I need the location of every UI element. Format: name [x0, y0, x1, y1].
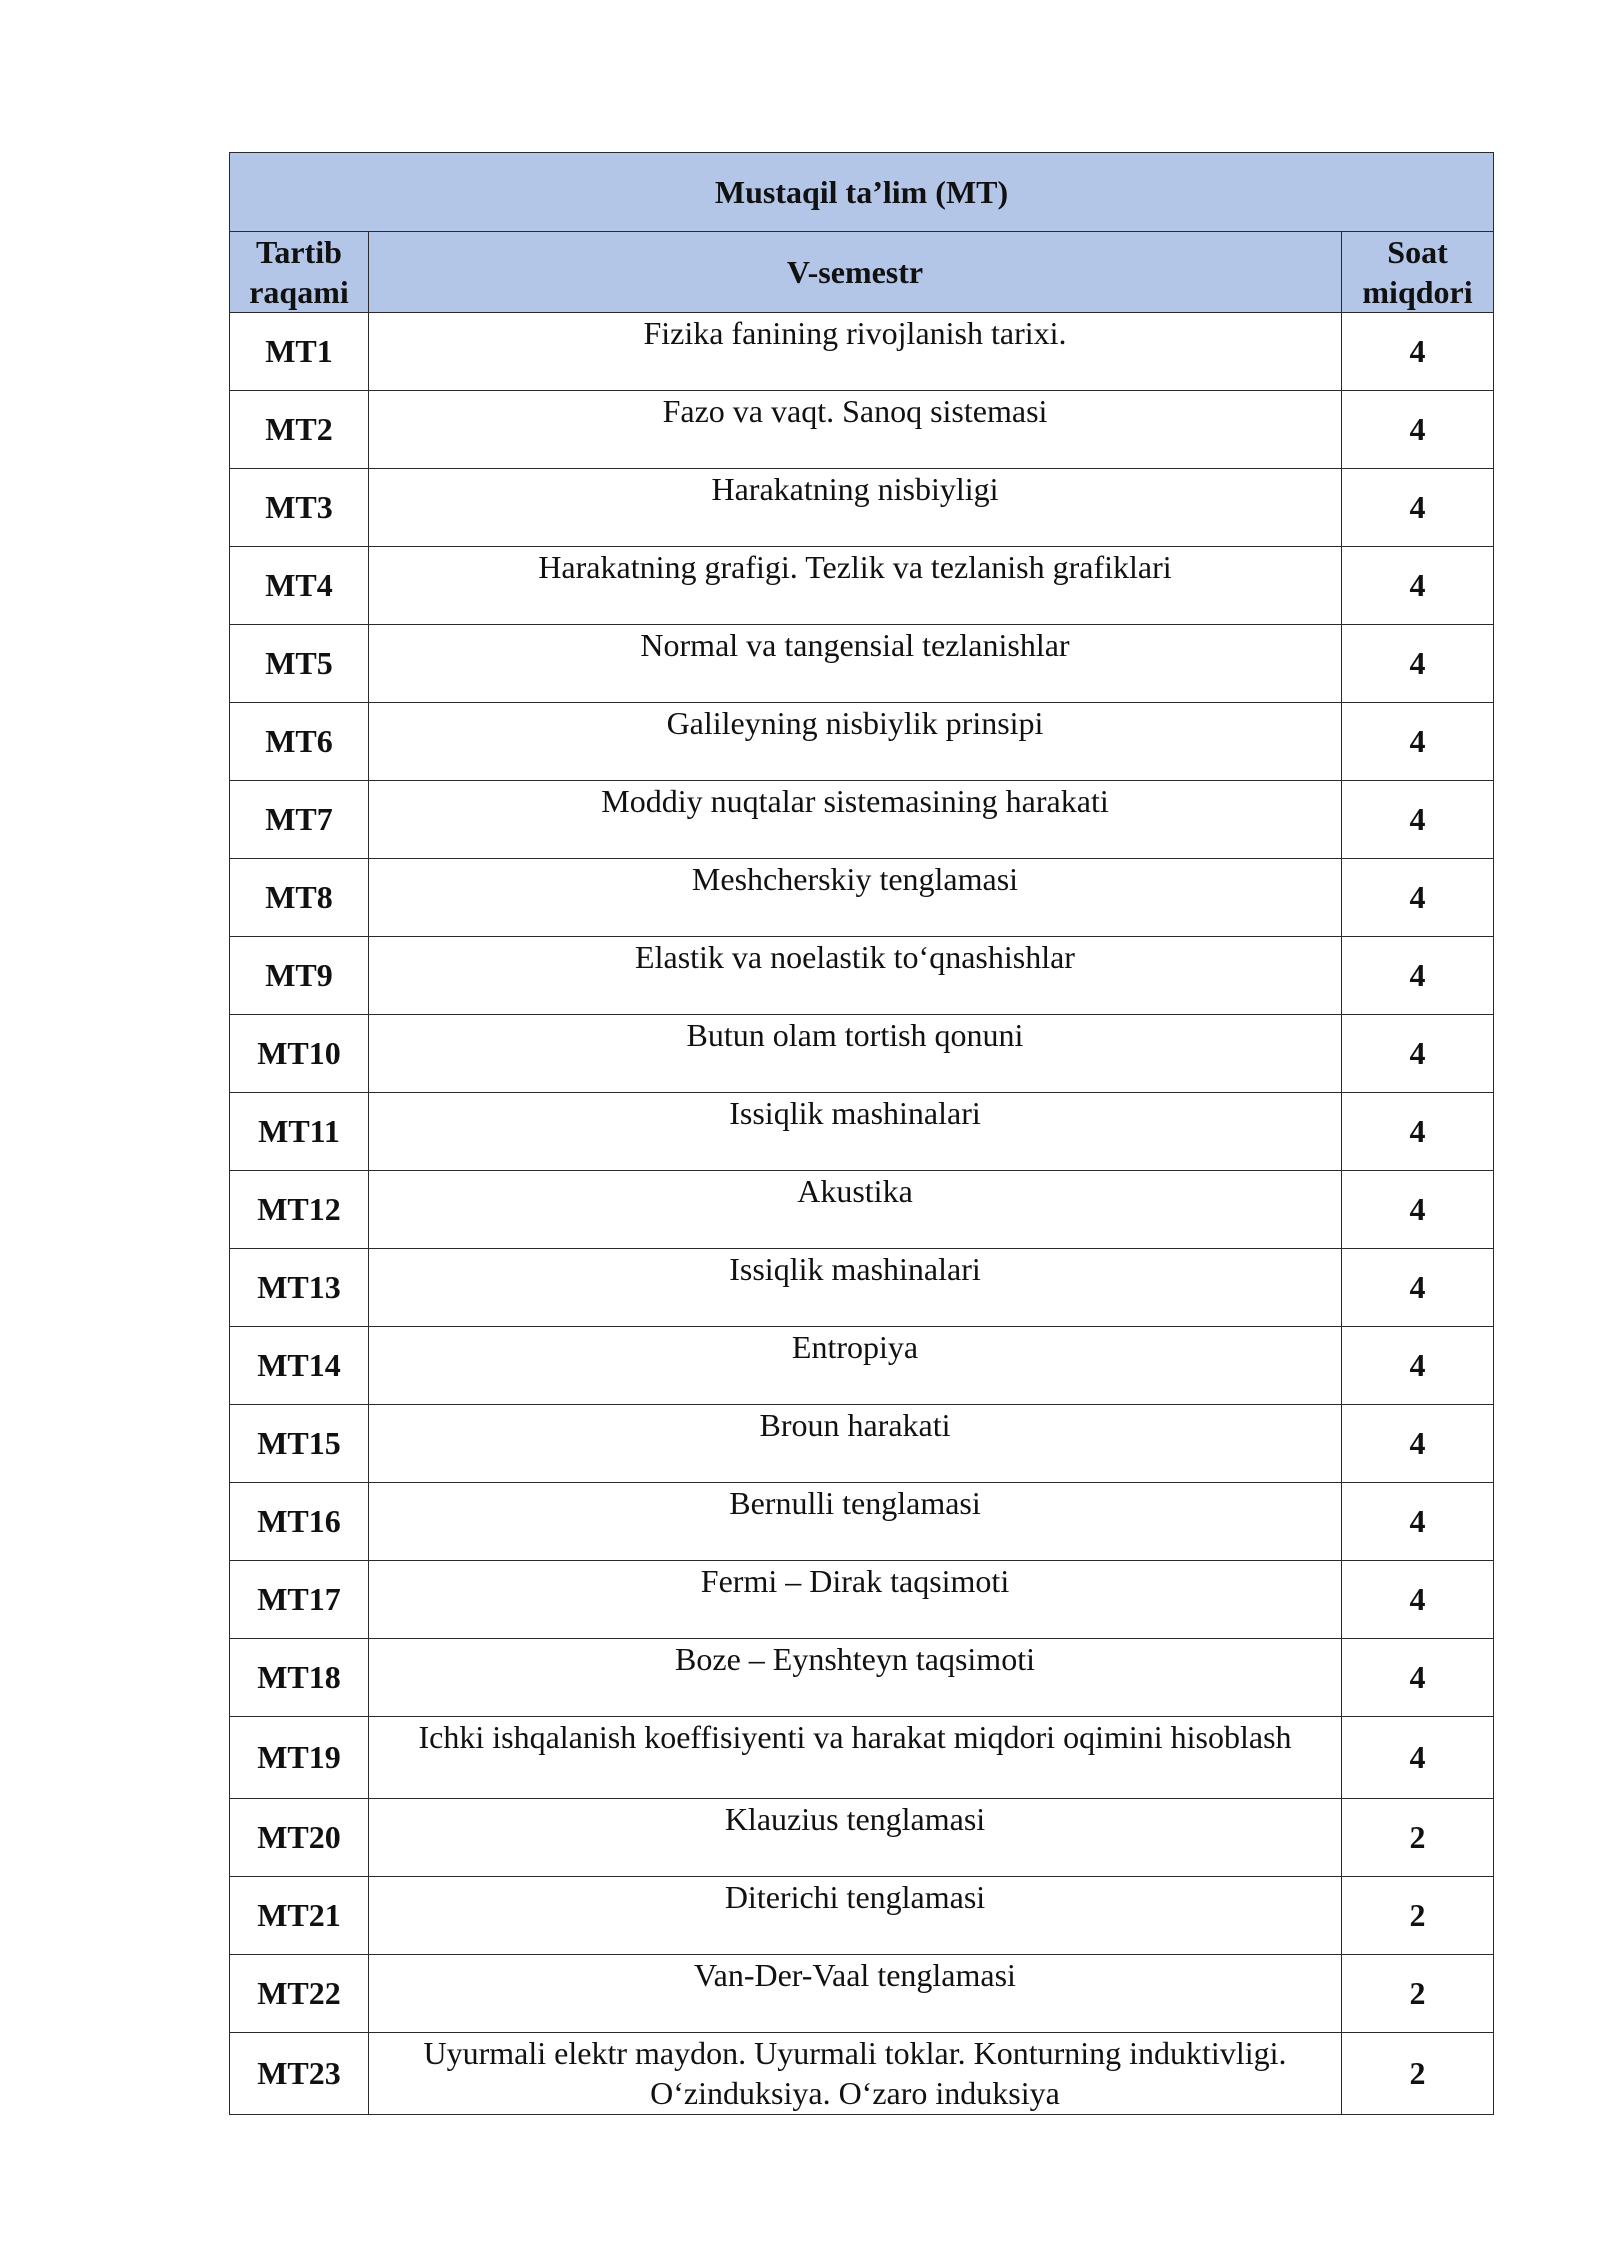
table-row: [230, 313, 1494, 391]
row-topic-cell: [369, 313, 1342, 391]
row-topic-text: Uyurmali elektr maydon. Uyurmali toklar. Konturning induktivligi. O‘zinduksiya. O‘zaro induksiya: [423, 2035, 1287, 2111]
row-topic-text: Meshcherskiy tenglamasi: [691, 861, 1019, 897]
row-hours-cell: 4: [1342, 1249, 1494, 1327]
row-topic-text: Van-Der-Vaal tenglamasi: [694, 1957, 1016, 1993]
row-number-cell: MT12: [230, 1171, 369, 1249]
row-topic-text: Harakatning nisbiyligi: [711, 471, 999, 507]
row-topic-text: Akustika: [797, 1173, 913, 1209]
row-hours-cell: 4: [1342, 391, 1494, 469]
row-hours-cell: 2: [1342, 1877, 1494, 1955]
row-number-cell: MT23: [230, 2033, 369, 2115]
row-topic-text: Harakatning grafigi. Tezlik va tezlanish grafiklari: [538, 549, 1172, 585]
row-topic-text: Klauzius tenglamasi: [724, 1801, 986, 1837]
row-topic-cell: [369, 703, 1342, 781]
column-header-number-line1: Tartib: [256, 234, 342, 270]
table-row: [230, 469, 1494, 547]
row-number-cell: MT22: [230, 1955, 369, 2033]
row-topic-text: Moddiy nuqtalar sistemasining harakati: [601, 783, 1109, 819]
row-number-cell: MT4: [230, 547, 369, 625]
row-number-cell: MT9: [230, 937, 369, 1015]
table-title: Mustaqil ta’lim (MT): [230, 153, 1494, 232]
table-row: [230, 937, 1494, 1015]
table-row: [230, 1483, 1494, 1561]
row-hours-cell: 4: [1342, 547, 1494, 625]
row-number-cell: MT8: [230, 859, 369, 937]
row-hours-cell: 4: [1342, 859, 1494, 937]
row-hours-cell: 4: [1342, 781, 1494, 859]
row-hours-cell: 2: [1342, 1799, 1494, 1877]
row-topic-text: Issiqlik mashinalari: [729, 1095, 981, 1131]
row-number-cell: MT15: [230, 1405, 369, 1483]
column-header-number-line2: raqami: [249, 274, 349, 310]
table-row: [230, 859, 1494, 937]
row-hours-cell: 4: [1342, 703, 1494, 781]
row-topic-cell: [369, 937, 1342, 1015]
row-hours-cell: 4: [1342, 1171, 1494, 1249]
row-topic-cell: [369, 391, 1342, 469]
row-number-cell: MT6: [230, 703, 369, 781]
row-topic-cell: [369, 1877, 1342, 1955]
row-number-cell: MT1: [230, 313, 369, 391]
row-topic-cell: [369, 469, 1342, 547]
row-topic-text: Elastik va noelastik to‘qnashishlar: [635, 939, 1075, 975]
table-row: [230, 781, 1494, 859]
table-header-row: [230, 232, 1494, 313]
row-topic-text: Issiqlik mashinalari: [729, 1251, 981, 1287]
row-topic-text: Galileyning nisbiylik prinsipi: [666, 705, 1044, 741]
row-topic-cell: [369, 547, 1342, 625]
row-number-cell: MT16: [230, 1483, 369, 1561]
row-topic-text: Ichki ishqalanish koeffisiyenti va harakat miqdori oqimini hisoblash: [418, 1719, 1292, 1755]
table-title-row: [230, 153, 1494, 232]
table-row: [230, 1639, 1494, 1717]
column-header-hours: [1342, 232, 1494, 313]
row-hours-cell: 4: [1342, 1405, 1494, 1483]
column-header-topic: V-semestr: [369, 232, 1342, 313]
row-topic-cell: [369, 1717, 1342, 1799]
row-topic-cell: [369, 781, 1342, 859]
row-topic-text: Fazo va vaqt. Sanoq sistemasi: [662, 393, 1048, 429]
independent-study-table: [229, 152, 1494, 2115]
table-row: [230, 1171, 1494, 1249]
row-topic-cell: [369, 1249, 1342, 1327]
row-topic-cell: [369, 1799, 1342, 1877]
row-topic-cell: [369, 1955, 1342, 2033]
table-row: [230, 1561, 1494, 1639]
row-topic-text: Bernulli tenglamasi: [729, 1485, 981, 1521]
row-topic-text: Normal va tangensial tezlanishlar: [640, 627, 1070, 663]
row-number-cell: MT19: [230, 1717, 369, 1799]
row-hours-cell: 4: [1342, 1327, 1494, 1405]
column-header-number: [230, 232, 369, 313]
table-row: [230, 1015, 1494, 1093]
row-hours-cell: 2: [1342, 2033, 1494, 2115]
row-topic-text: Butun olam tortish qonuni: [686, 1017, 1024, 1053]
row-number-cell: MT17: [230, 1561, 369, 1639]
row-number-cell: MT7: [230, 781, 369, 859]
row-topic-text: Diterichi tenglamasi: [724, 1879, 986, 1915]
row-number-cell: MT13: [230, 1249, 369, 1327]
row-hours-cell: 4: [1342, 313, 1494, 391]
row-topic-cell: [369, 1639, 1342, 1717]
row-number-cell: MT2: [230, 391, 369, 469]
row-hours-cell: 4: [1342, 1483, 1494, 1561]
row-hours-cell: 4: [1342, 1093, 1494, 1171]
table-row: [230, 1249, 1494, 1327]
table-row: [230, 1405, 1494, 1483]
table-row: [230, 1955, 1494, 2033]
row-topic-cell: [369, 625, 1342, 703]
table-row: [230, 625, 1494, 703]
row-topic-cell: [369, 1561, 1342, 1639]
column-header-hours-line2: miqdori: [1362, 274, 1473, 310]
row-hours-cell: 4: [1342, 937, 1494, 1015]
row-topic-cell: [369, 1327, 1342, 1405]
row-topic-text: Entropiya: [791, 1329, 919, 1365]
row-topic-cell: [369, 1093, 1342, 1171]
row-topic-cell: [369, 1015, 1342, 1093]
row-topic-cell: [369, 1483, 1342, 1561]
row-topic-text: Broun harakati: [759, 1407, 951, 1443]
row-hours-cell: 4: [1342, 625, 1494, 703]
table-row: [230, 1799, 1494, 1877]
row-topic-cell: [369, 2033, 1342, 2115]
row-hours-cell: 4: [1342, 1561, 1494, 1639]
table-row: [230, 1717, 1494, 1799]
row-number-cell: MT10: [230, 1015, 369, 1093]
column-header-hours-line1: Soat: [1387, 234, 1448, 270]
table-row: [230, 1877, 1494, 1955]
row-topic-cell: [369, 859, 1342, 937]
table-row: [230, 2033, 1494, 2115]
row-number-cell: MT14: [230, 1327, 369, 1405]
table-row: [230, 703, 1494, 781]
table-row: [230, 391, 1494, 469]
row-hours-cell: 2: [1342, 1955, 1494, 2033]
row-hours-cell: 4: [1342, 1639, 1494, 1717]
row-number-cell: MT18: [230, 1639, 369, 1717]
row-hours-cell: 4: [1342, 1717, 1494, 1799]
table-row: [230, 1093, 1494, 1171]
row-hours-cell: 4: [1342, 469, 1494, 547]
row-hours-cell: 4: [1342, 1015, 1494, 1093]
row-topic-cell: [369, 1405, 1342, 1483]
row-number-cell: MT20: [230, 1799, 369, 1877]
row-number-cell: MT5: [230, 625, 369, 703]
table-row: [230, 1327, 1494, 1405]
row-number-cell: MT3: [230, 469, 369, 547]
row-number-cell: MT21: [230, 1877, 369, 1955]
table-body: [230, 313, 1494, 2115]
row-number-cell: MT11: [230, 1093, 369, 1171]
row-topic-text: Fermi – Dirak taqsimoti: [700, 1563, 1010, 1599]
table-row: [230, 547, 1494, 625]
row-topic-text: Boze – Eynshteyn taqsimoti: [675, 1641, 1035, 1677]
row-topic-text: Fizika fanining rivojlanish tarixi.: [643, 315, 1067, 351]
row-topic-cell: [369, 1171, 1342, 1249]
